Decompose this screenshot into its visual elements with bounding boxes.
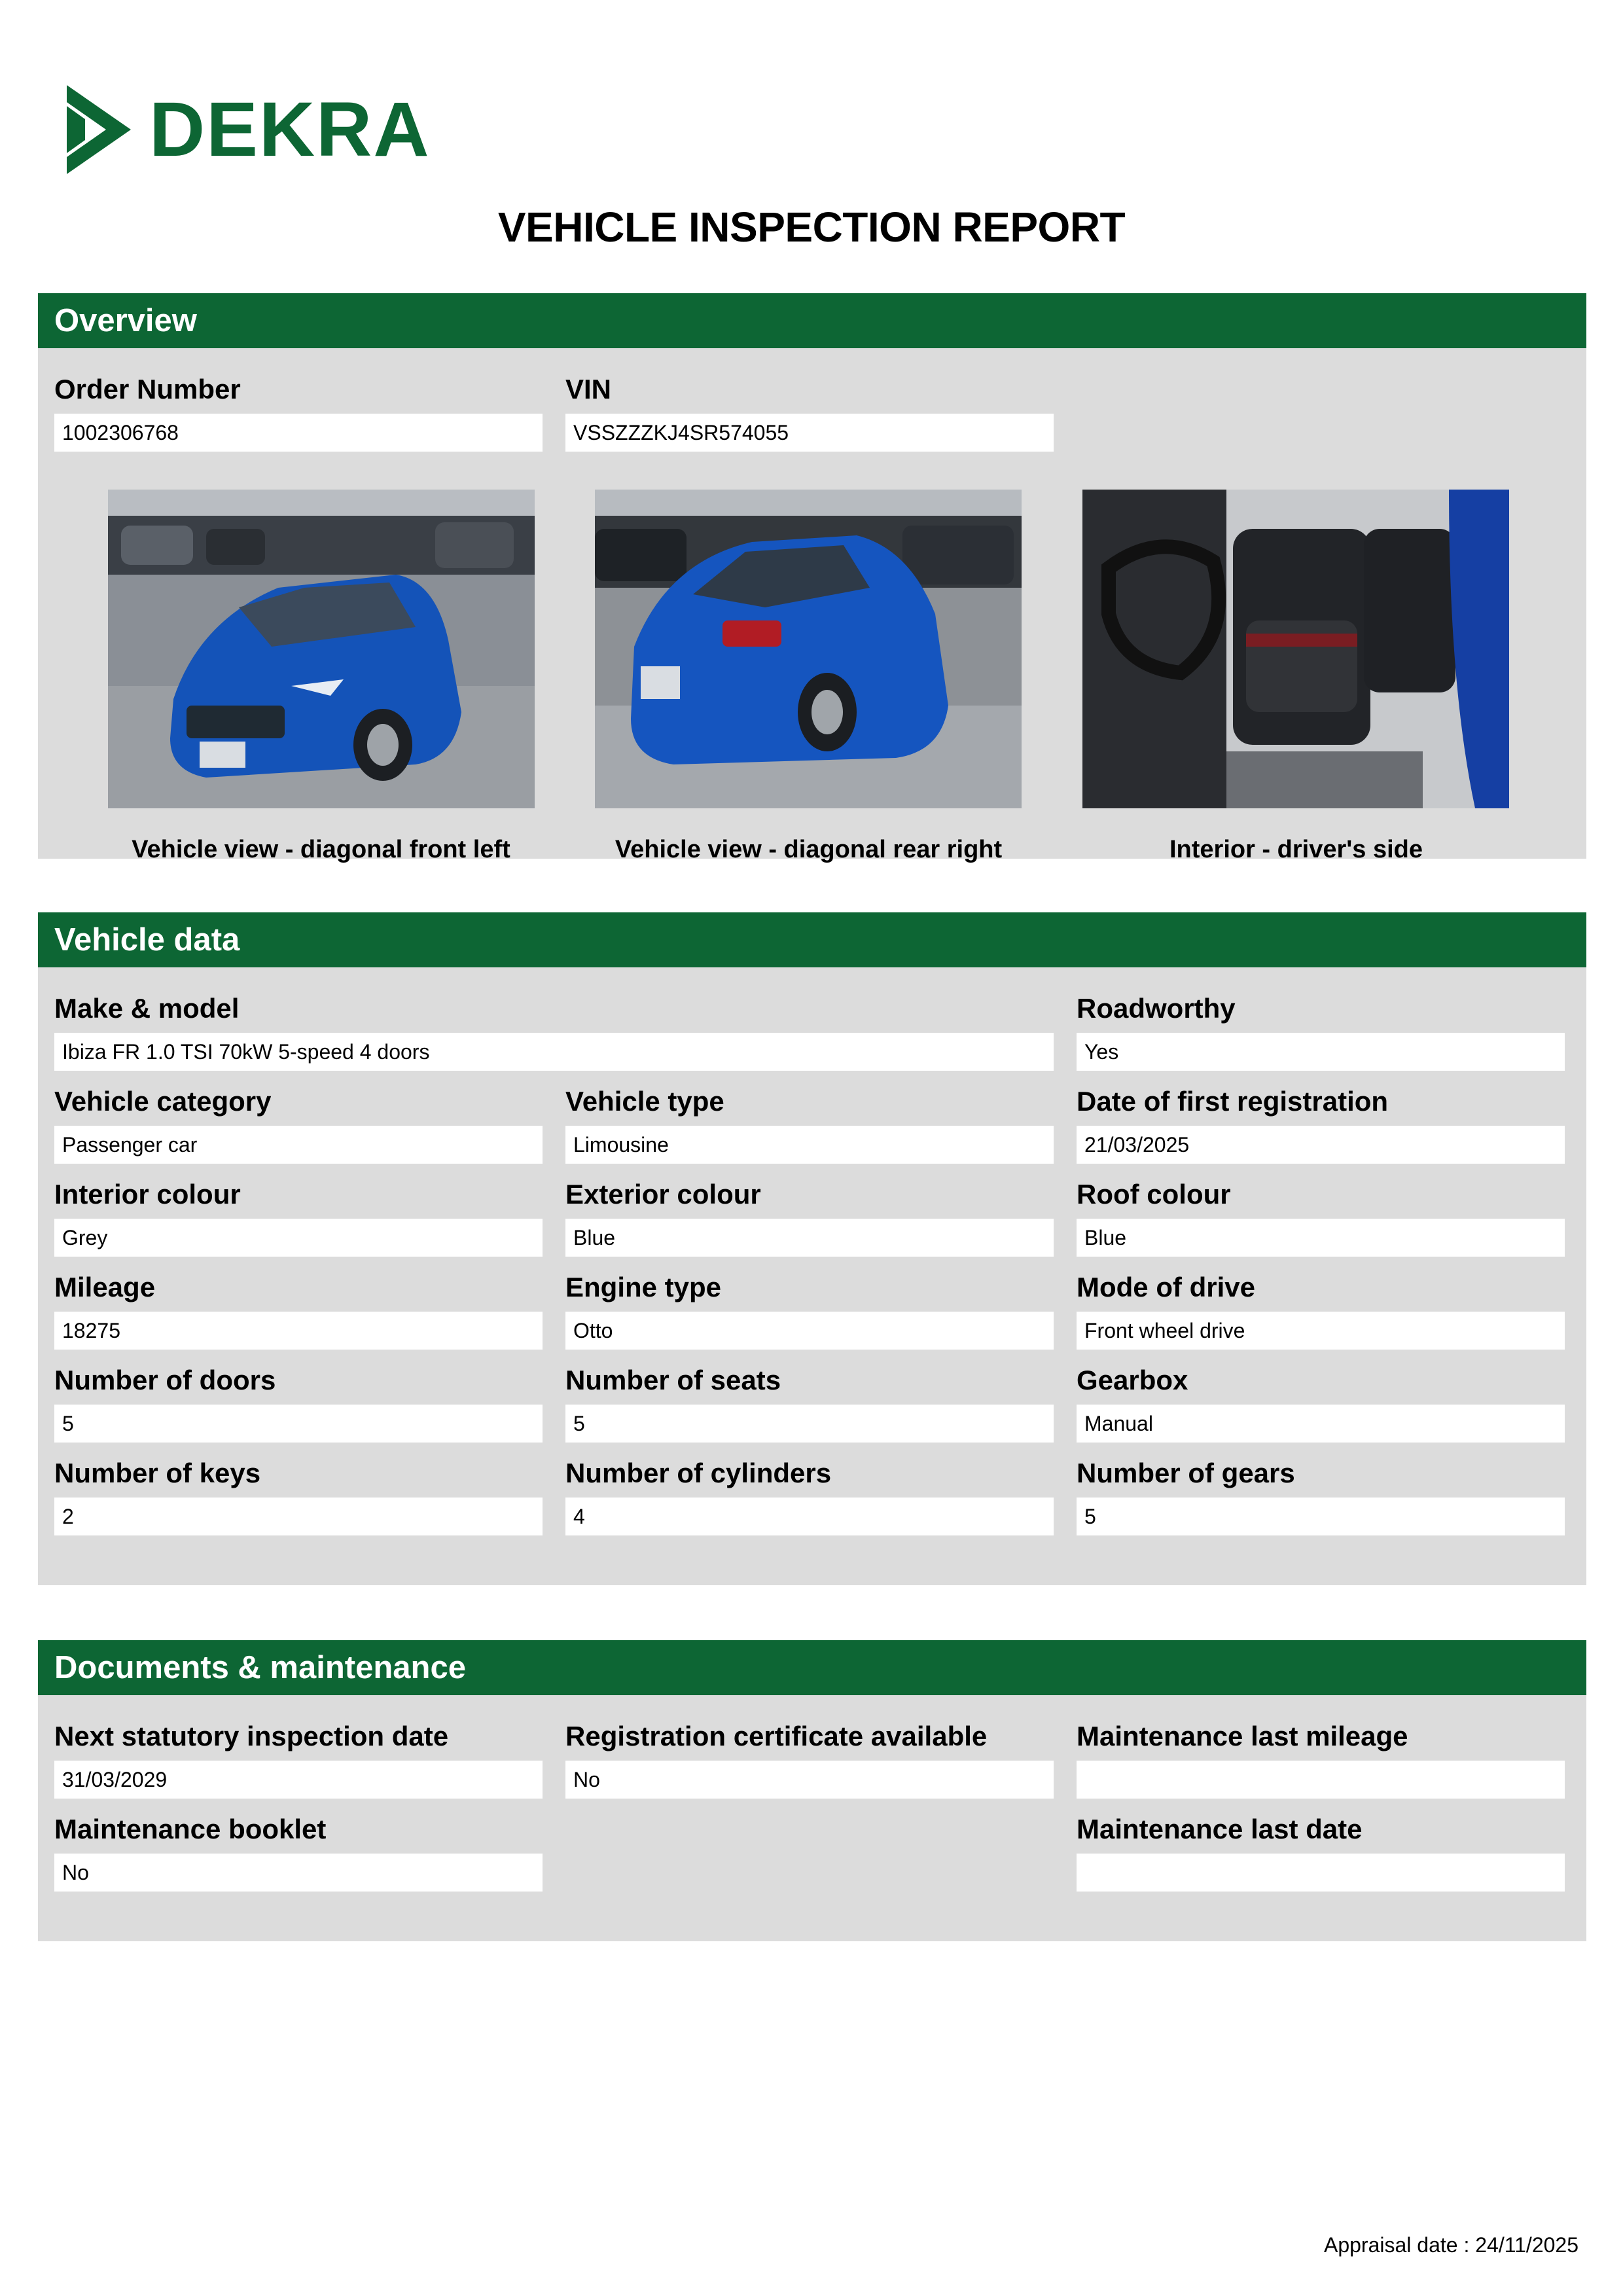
photo-interior xyxy=(1082,490,1509,808)
make-model-field xyxy=(54,994,1054,1071)
number-of-cylinders-field xyxy=(565,1458,1054,1535)
exterior-colour-value: Blue xyxy=(565,1219,1054,1257)
car-front-photo-icon xyxy=(108,490,535,808)
vehicle-category-label: Vehicle category xyxy=(54,1086,272,1117)
vin-value: VSSZZZKJ4SR574055 xyxy=(565,414,1054,452)
brand-name: DEKRA xyxy=(149,86,431,173)
mode-of-drive-label: Mode of drive xyxy=(1077,1272,1256,1302)
first-registration-value: 21/03/2025 xyxy=(1077,1126,1565,1164)
gearbox-label: Gearbox xyxy=(1077,1365,1188,1395)
photo-rear-right-caption: Vehicle view - diagonal rear right xyxy=(615,836,1003,863)
vehicle-data-header: Vehicle data xyxy=(38,912,1586,967)
interior-colour-label: Interior colour xyxy=(54,1179,241,1210)
documents-section xyxy=(38,1640,1586,1941)
photo-rear-right xyxy=(595,490,1022,808)
documents-header: Documents & maintenance xyxy=(38,1640,1586,1695)
overview-header: Overview xyxy=(38,293,1586,348)
next-inspection-label: Next statutory inspection date xyxy=(54,1721,449,1751)
number-of-doors-field xyxy=(54,1365,543,1443)
photo-front-left xyxy=(108,490,535,808)
vehicle-type-label: Vehicle type xyxy=(565,1086,724,1117)
vehicle-category-value: Passenger car xyxy=(54,1126,543,1164)
maintenance-last-mileage-label: Maintenance last mileage xyxy=(1077,1721,1408,1751)
number-of-keys-field xyxy=(54,1458,543,1535)
number-of-cylinders-value: 4 xyxy=(565,1498,1054,1535)
make-model-value: Ibiza FR 1.0 TSI 70kW 5-speed 4 doors xyxy=(54,1033,1054,1071)
number-of-keys-value: 2 xyxy=(54,1498,543,1535)
gearbox-field xyxy=(1077,1365,1565,1443)
maintenance-last-date-field xyxy=(1077,1814,1565,1892)
dekra-logo xyxy=(60,84,431,175)
make-model-label: Make & model xyxy=(54,993,240,1024)
vin-label: VIN xyxy=(565,374,612,404)
registration-certificate-value: No xyxy=(565,1761,1054,1799)
first-registration-label: Date of first registration xyxy=(1077,1086,1389,1117)
mileage-label: Mileage xyxy=(54,1272,156,1302)
maintenance-last-mileage-field xyxy=(1077,1721,1565,1799)
photo-interior-caption: Interior - driver's side xyxy=(1169,836,1423,863)
mileage-value: 18275 xyxy=(54,1312,543,1350)
dekra-logo-icon xyxy=(60,84,134,175)
order-number-label: Order Number xyxy=(54,374,241,404)
engine-type-value: Otto xyxy=(565,1312,1054,1350)
engine-type-field xyxy=(565,1272,1054,1350)
number-of-keys-label: Number of keys xyxy=(54,1458,261,1488)
report-title: VEHICLE INSPECTION REPORT xyxy=(497,204,1126,251)
first-registration-field xyxy=(1077,1086,1565,1164)
number-of-doors-value: 5 xyxy=(54,1405,543,1443)
appraisal-date: Appraisal date : 24/11/2025 xyxy=(1323,2233,1578,2257)
number-of-gears-value: 5 xyxy=(1077,1498,1565,1535)
roadworthy-field xyxy=(1077,994,1565,1071)
interior-photo-icon xyxy=(1082,490,1509,808)
overview-section xyxy=(38,293,1586,863)
number-of-gears-field xyxy=(1077,1458,1565,1535)
mode-of-drive-field xyxy=(1077,1272,1565,1350)
interior-colour-value: Grey xyxy=(54,1219,543,1257)
registration-certificate-label: Registration certificate available xyxy=(565,1721,988,1751)
number-of-seats-field xyxy=(565,1365,1054,1443)
roof-colour-field xyxy=(1077,1179,1565,1257)
number-of-doors-label: Number of doors xyxy=(54,1365,276,1395)
vehicle-type-field xyxy=(565,1086,1054,1164)
roadworthy-value: Yes xyxy=(1077,1033,1565,1071)
roof-colour-label: Roof colour xyxy=(1077,1179,1231,1210)
exterior-colour-field xyxy=(565,1179,1054,1257)
number-of-gears-label: Number of gears xyxy=(1077,1458,1295,1488)
gearbox-value: Manual xyxy=(1077,1405,1565,1443)
maintenance-booklet-value: No xyxy=(54,1854,543,1892)
engine-type-label: Engine type xyxy=(565,1272,722,1302)
registration-certificate-field xyxy=(565,1721,1054,1799)
interior-colour-field xyxy=(54,1179,543,1257)
vin-field xyxy=(565,374,1054,452)
number-of-seats-label: Number of seats xyxy=(565,1365,781,1395)
next-inspection-value: 31/03/2029 xyxy=(54,1761,543,1799)
roof-colour-value: Blue xyxy=(1077,1219,1565,1257)
car-rear-photo-icon xyxy=(595,490,1022,808)
vehicle-type-value: Limousine xyxy=(565,1126,1054,1164)
vehicle-data-section xyxy=(38,912,1586,1585)
maintenance-booklet-label: Maintenance booklet xyxy=(54,1814,327,1844)
mileage-field xyxy=(54,1272,543,1350)
maintenance-booklet-field xyxy=(54,1814,543,1892)
maintenance-last-date-value xyxy=(1077,1854,1565,1892)
maintenance-last-date-label: Maintenance last date xyxy=(1077,1814,1363,1844)
number-of-cylinders-label: Number of cylinders xyxy=(565,1458,832,1488)
roadworthy-label: Roadworthy xyxy=(1077,993,1236,1024)
next-inspection-field xyxy=(54,1721,543,1799)
order-number-value: 1002306768 xyxy=(54,414,543,452)
order-number-field xyxy=(54,374,543,452)
mode-of-drive-value: Front wheel drive xyxy=(1077,1312,1565,1350)
number-of-seats-value: 5 xyxy=(565,1405,1054,1443)
maintenance-last-mileage-value xyxy=(1077,1761,1565,1799)
vehicle-category-field xyxy=(54,1086,543,1164)
photo-front-left-caption: Vehicle view - diagonal front left xyxy=(132,836,510,863)
exterior-colour-label: Exterior colour xyxy=(565,1179,761,1210)
